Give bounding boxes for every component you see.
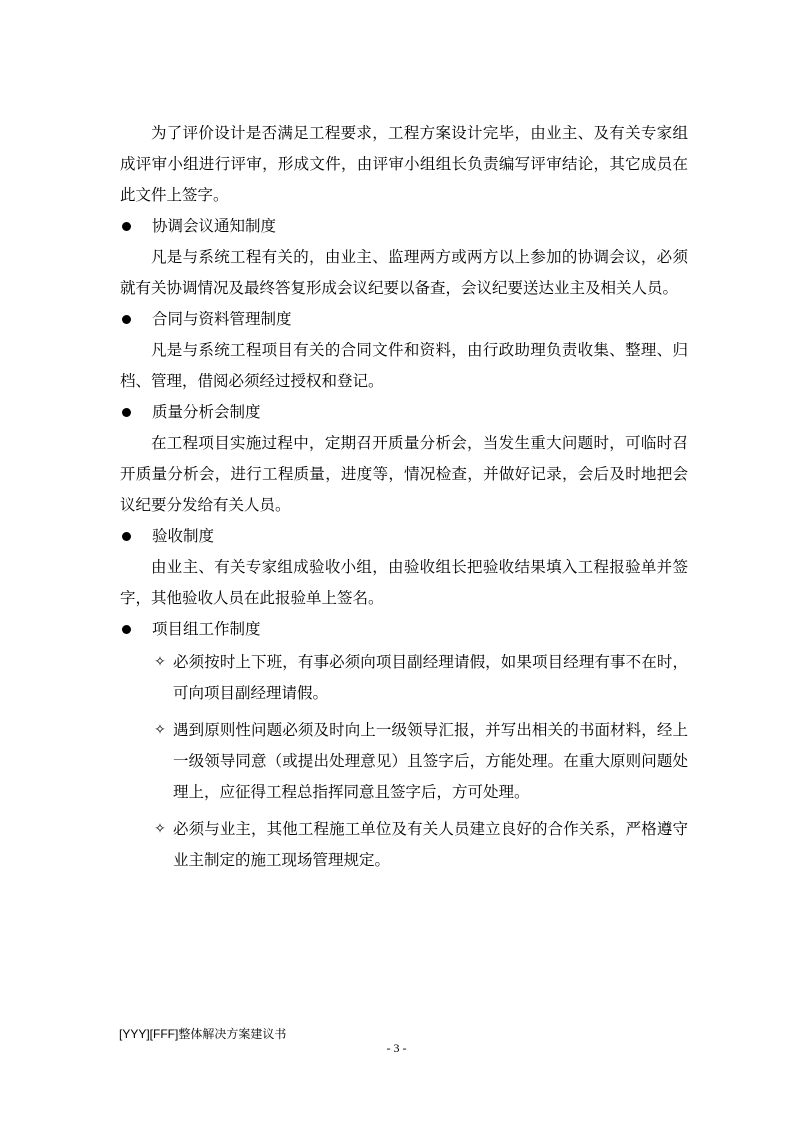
list-item xyxy=(120,647,688,709)
bullet-dot-icon xyxy=(122,222,131,231)
page-number: - 3 - xyxy=(386,1041,407,1055)
section-title: 合同与资料管理制度 xyxy=(152,310,292,328)
list-item xyxy=(120,814,688,876)
list-item-text: 必须与业主，其他工程施工单位及有关人员建立良好的合作关系，严格遵守业主制定的施工现场管理规定。 xyxy=(173,820,688,869)
list-item xyxy=(120,715,688,808)
section-heading xyxy=(120,397,688,428)
list-item-text: 必须按时上下班，有事必须向项目副经理请假，如果项目经理有事不在时，可向项目副经理请假。 xyxy=(173,653,688,702)
page-content xyxy=(120,118,688,882)
section-title: 质量分析会制度 xyxy=(152,403,261,421)
list-item-text: 遇到原则性问题必须及时向上一级领导汇报，并写出相关的书面材料，经上一级领导同意（或提出处理意见）且签字后，方能处理。在重大原则问题处理上，应征得工程总指挥同意且签字后，方可处理。 xyxy=(173,721,688,801)
bullet-dot-icon xyxy=(122,315,131,324)
section-heading xyxy=(120,304,688,335)
bullet-dot-icon xyxy=(122,625,131,634)
bullet-dot-icon xyxy=(122,408,131,417)
rules-list xyxy=(120,647,688,876)
bullet-dot-icon xyxy=(122,532,131,541)
section-title: 协调会议通知制度 xyxy=(152,217,277,235)
section-paragraph: 在工程项目实施过程中，定期召开质量分析会，当发生重大问题时，可临时召开质量分析会，进行工程质量，进度等，情况检查，并做好记录，会后及时地把会议纪要分发给有关人员。 xyxy=(120,434,688,514)
section-paragraph: 由业主、有关专家组成验收小组，由验收组长把验收结果填入工程报验单并签字，其他验收人员在此报验单上签名。 xyxy=(120,558,688,607)
section-title: 验收制度 xyxy=(152,527,215,545)
section-heading xyxy=(120,521,688,552)
section-title: 项目组工作制度 xyxy=(152,620,261,638)
section-heading xyxy=(120,211,688,242)
diamond-bullet-icon: ✧ xyxy=(154,722,166,738)
section-heading xyxy=(120,614,688,645)
diamond-bullet-icon: ✧ xyxy=(154,654,166,670)
intro-paragraph: 为了评价设计是否满足工程要求，工程方案设计完毕，由业主、及有关专家组成评审小组进行评审，形成文件，由评审小组组长负责编写评审结论，其它成员在此文件上签字。 xyxy=(120,124,688,204)
section-paragraph: 凡是与系统工程有关的，由业主、监理两方或两方以上参加的协调会议，必须就有关协调情况及最终答复形成会议纪要以备查，会议纪要送达业主及相关人员。 xyxy=(120,248,688,297)
section-paragraph: 凡是与系统工程项目有关的合同文件和资料，由行政助理负责收集、整理、归档、管理，借阅必须经过授权和登记。 xyxy=(120,341,688,390)
footer-document-title: [YYY][FFF]整体解决方案建议书 xyxy=(119,1027,287,1041)
diamond-bullet-icon: ✧ xyxy=(154,821,166,837)
